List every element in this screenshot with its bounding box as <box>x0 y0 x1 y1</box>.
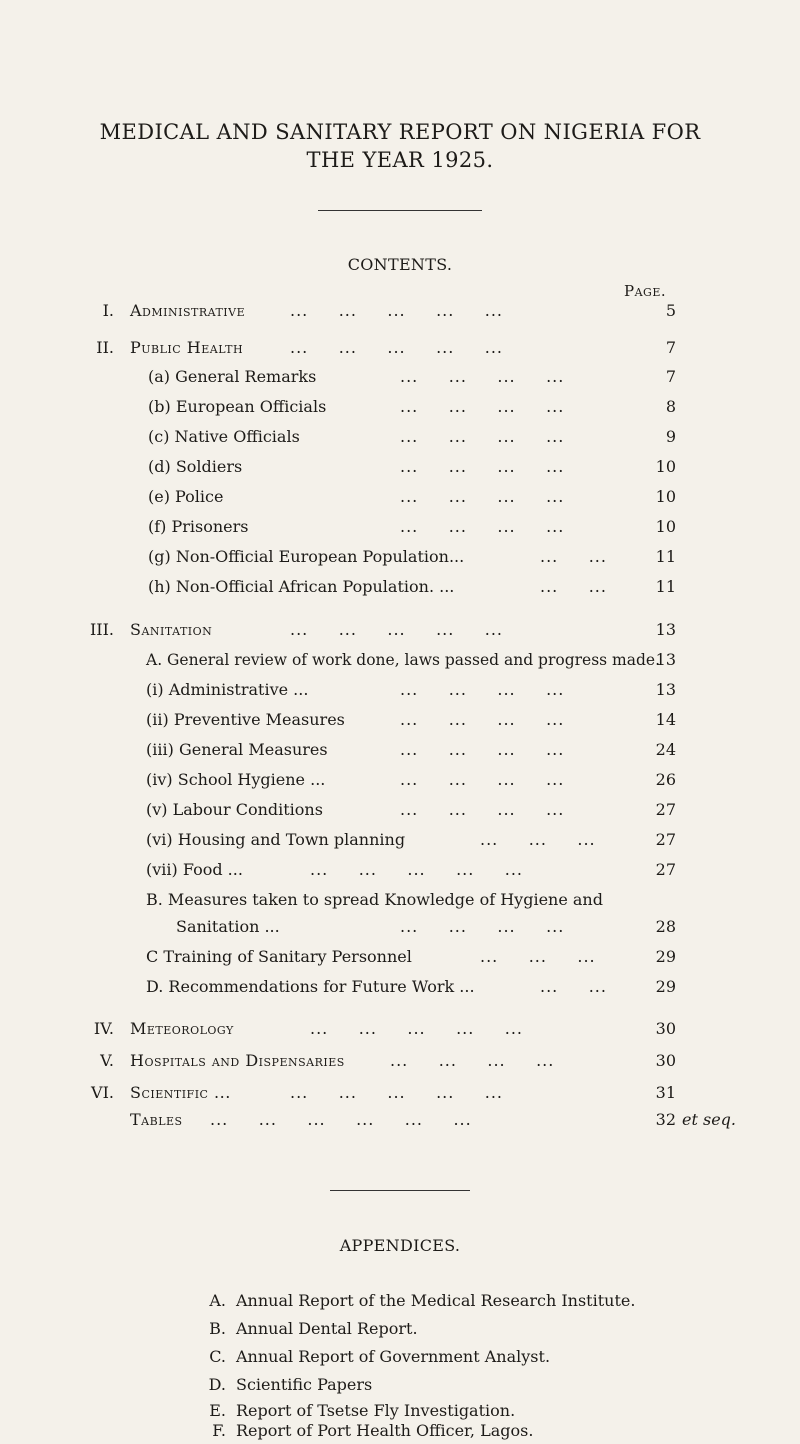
subitem-marker: (v) <box>146 800 168 819</box>
page-number: 32 <box>655 1110 676 1129</box>
subitem-label: Native Officials <box>174 427 300 446</box>
section-numeral: III. <box>89 620 114 639</box>
appendix-letter: A. <box>209 1291 226 1310</box>
subitem-label: European Officials <box>175 397 327 416</box>
subitem-label: Housing and Town planning <box>177 830 406 849</box>
toc-subsection-row <box>0 944 800 970</box>
section-label: Tables <box>130 1110 183 1129</box>
page-number: 14 <box>655 710 676 729</box>
page-number: 11 <box>655 577 676 596</box>
leader-dots: ... ... ... ... ... <box>310 860 524 879</box>
leader-dots: ... ... ... ... ... ... <box>210 1110 472 1129</box>
contents-heading: CONTENTS. <box>347 255 453 274</box>
leader-dots: ... ... <box>540 547 607 566</box>
toc-section-row <box>0 1080 800 1106</box>
subitem-marker: (iii) <box>146 740 174 759</box>
leader-dots: ... ... ... <box>480 830 596 849</box>
appendix-label: Annual Report of Government Analyst. <box>236 1347 551 1366</box>
toc-subsection-row <box>0 974 800 1000</box>
leader-dots: ... ... ... ... <box>400 517 565 536</box>
toc-subitem-row <box>0 827 800 853</box>
toc-subitem-row <box>0 677 800 703</box>
subsection-label-continued: Sanitation ... <box>176 917 280 936</box>
subitem-label: School Hygiene ... <box>177 770 326 789</box>
subitem-label: General Measures <box>178 740 328 759</box>
subitem-marker: (vi) <box>146 830 173 849</box>
leader-dots: ... ... ... ... ... <box>290 301 504 320</box>
subitem-label: Non-Official African Population. ... <box>175 577 455 596</box>
appendix-item <box>200 1372 372 1398</box>
page-number: 7 <box>665 338 676 357</box>
appendix-letter: E. <box>209 1401 226 1420</box>
toc-subitem-row <box>0 574 800 600</box>
subitem-label: Labour Conditions <box>172 800 323 819</box>
report-title-line1: MEDICAL AND SANITARY REPORT ON NIGERIA FOR <box>99 120 701 144</box>
subitem-marker: (d) <box>148 457 171 476</box>
toc-subitem-row <box>0 394 800 420</box>
subitem-label: Police <box>175 487 224 506</box>
page-number: 10 <box>655 487 676 506</box>
page-number: 5 <box>665 301 676 320</box>
appendix-item <box>200 1288 635 1314</box>
page-suffix: et seq. <box>682 1110 736 1129</box>
toc-subitem-row <box>0 707 800 733</box>
subitem-marker: (vii) <box>146 860 178 879</box>
appendix-letter: D. <box>208 1375 226 1394</box>
toc-section-row <box>0 298 800 324</box>
page-number: 8 <box>665 397 676 416</box>
report-title-line2: THE YEAR 1925. <box>306 148 494 172</box>
toc-subitem-row <box>0 424 800 450</box>
page-number: 31 <box>655 1083 676 1102</box>
appendix-label: Annual Dental Report. <box>236 1319 418 1338</box>
appendix-letter: F. <box>212 1421 226 1440</box>
page-number: 28 <box>655 917 676 936</box>
page-column-label: Page. <box>624 282 667 300</box>
page-number: 9 <box>665 427 676 446</box>
leader-dots: ... ... ... ... <box>400 427 565 446</box>
appendix-letter: B. <box>209 1319 226 1338</box>
page-number: 11 <box>655 547 676 566</box>
appendix-letter: C. <box>209 1347 226 1366</box>
page-number: 13 <box>655 650 676 669</box>
page-number: 29 <box>655 977 676 996</box>
section-label: Administrative <box>130 301 246 320</box>
title-divider <box>318 210 482 211</box>
page-number: 30 <box>655 1051 676 1070</box>
appendix-label: Report of Tsetse Fly Investigation. <box>236 1401 516 1420</box>
subitem-marker: (c) <box>148 427 170 446</box>
leader-dots: ... ... ... ... <box>400 487 565 506</box>
page-number: 13 <box>655 620 676 639</box>
leader-dots: ... ... ... ... <box>400 680 565 699</box>
leader-dots: ... ... ... ... <box>400 740 565 759</box>
subitem-label: Soldiers <box>175 457 243 476</box>
leader-dots: ... ... ... ... ... <box>310 1019 524 1038</box>
appendix-item <box>200 1344 550 1370</box>
subsection-label: B. Measures taken to spread Knowledge of Hygiene and <box>146 890 603 909</box>
section-numeral: V. <box>100 1051 114 1070</box>
subsection-label: D. Recommendations for Future Work ... <box>146 977 475 996</box>
section-numeral: II. <box>96 338 114 357</box>
subitem-label: Food ... <box>182 860 243 879</box>
subitem-marker: (g) <box>148 547 171 566</box>
subitem-marker: (a) <box>148 367 171 386</box>
appendix-item <box>200 1316 418 1342</box>
page-number: 27 <box>655 800 676 819</box>
section-label: Sanitation <box>130 620 213 639</box>
appendices-heading: APPENDICES. <box>339 1236 461 1255</box>
toc-subitem-row <box>0 857 800 883</box>
subitem-marker: (h) <box>148 577 171 596</box>
leader-dots: ... ... ... ... <box>400 457 565 476</box>
page-number: 26 <box>655 770 676 789</box>
toc-section-row <box>0 1016 800 1042</box>
leader-dots: ... ... ... <box>480 947 596 966</box>
toc-subitem-row <box>0 454 800 480</box>
toc-subitem-row <box>0 737 800 763</box>
appendix-label: Report of Port Health Officer, Lagos. <box>236 1421 534 1440</box>
section-label: Hospitals and Dispensaries <box>130 1051 345 1070</box>
leader-dots: ... ... ... ... ... <box>290 620 504 639</box>
section-label: Meteorology <box>130 1019 234 1038</box>
toc-section-row <box>0 617 800 643</box>
leader-dots: ... ... ... ... ... <box>290 1083 504 1102</box>
subitem-marker: (f) <box>148 517 167 536</box>
appendix-label: Scientific Papers <box>236 1375 373 1394</box>
toc-subitem-row <box>0 514 800 540</box>
page-number: 30 <box>655 1019 676 1038</box>
subitem-label: Non-Official European Population... <box>175 547 465 566</box>
leader-dots: ... ... ... ... <box>400 917 565 936</box>
leader-dots: ... ... <box>540 977 607 996</box>
leader-dots: ... ... <box>540 577 607 596</box>
leader-dots: ... ... ... ... ... <box>290 338 504 357</box>
toc-subitem-row <box>0 544 800 570</box>
toc-subitem-row <box>0 767 800 793</box>
section-numeral: IV. <box>93 1019 114 1038</box>
leader-dots: ... ... ... ... <box>400 770 565 789</box>
subitem-marker: (i) <box>146 680 164 699</box>
subitem-marker: (iv) <box>146 770 173 789</box>
appendix-label: Annual Report of the Medical Research Institute. <box>236 1291 636 1310</box>
subitem-label: General Remarks <box>175 367 317 386</box>
toc-subsection-row <box>0 887 800 913</box>
page-number: 10 <box>655 517 676 536</box>
subitem-label: Preventive Measures <box>173 710 345 729</box>
leader-dots: ... ... ... ... <box>400 710 565 729</box>
appendix-item <box>200 1418 533 1444</box>
toc-subsection-row <box>0 647 800 673</box>
leader-dots: ... ... ... ... <box>400 800 565 819</box>
toc-subitem-row <box>0 797 800 823</box>
page-number: 13 <box>655 680 676 699</box>
page-number: 27 <box>655 830 676 849</box>
appendices-divider <box>330 1190 470 1191</box>
subitem-label: Prisoners <box>171 517 249 536</box>
page-number: 24 <box>655 740 676 759</box>
toc-subsection-row <box>0 914 800 940</box>
subitem-label: Administrative ... <box>168 680 309 699</box>
toc-section-row <box>0 1048 800 1074</box>
leader-dots: ... ... ... ... <box>400 397 565 416</box>
section-label: Scientific ... <box>130 1083 231 1102</box>
section-label: Public Health <box>130 338 244 357</box>
subitem-marker: (e) <box>148 487 170 506</box>
subsection-label: C Training of Sanitary Personnel <box>146 947 412 966</box>
page-number: 27 <box>655 860 676 879</box>
page-number: 10 <box>655 457 676 476</box>
section-numeral: VI. <box>91 1083 114 1102</box>
page-number: 29 <box>655 947 676 966</box>
subitem-marker: (b) <box>148 397 171 416</box>
leader-dots: ... ... ... ... <box>400 367 565 386</box>
toc-section-row <box>0 1107 800 1133</box>
toc-section-row <box>0 335 800 361</box>
subitem-marker: (ii) <box>146 710 169 729</box>
section-numeral: I. <box>102 301 114 320</box>
leader-dots: ... ... ... ... <box>390 1051 555 1070</box>
toc-subitem-row <box>0 364 800 390</box>
toc-subitem-row <box>0 484 800 510</box>
page-number: 7 <box>665 367 676 386</box>
subsection-label: A. General review of work done, laws passed and progress made. <box>146 651 661 669</box>
